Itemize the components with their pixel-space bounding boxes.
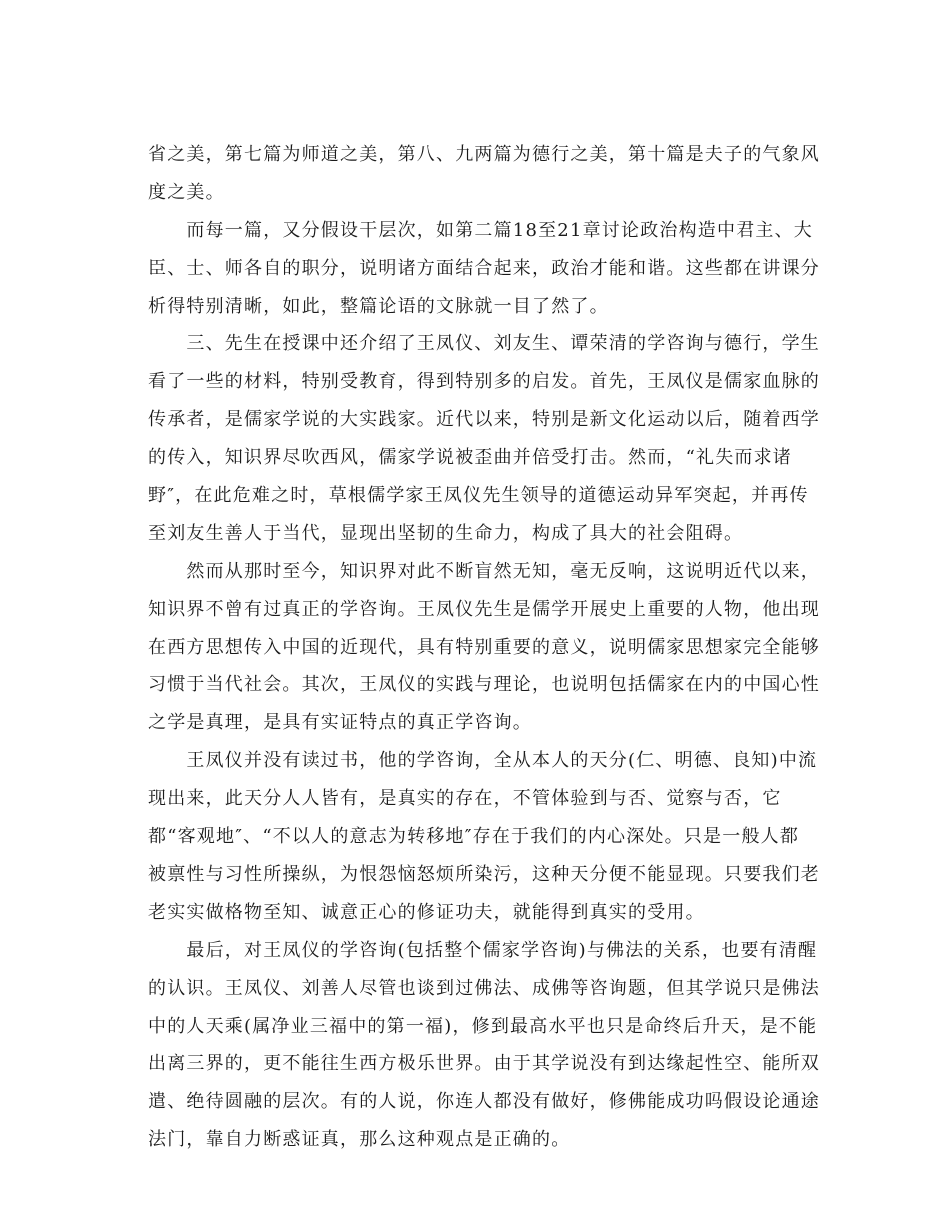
text-line: 中的人天乘(属净业三福中的第一福)，修到最高水平也只是命终后升天，是不能	[148, 1016, 818, 1037]
text-line: 度之美。	[148, 182, 225, 203]
text-line: 之学是真理，是具有实证特点的真正学咨询。	[148, 712, 532, 733]
text-line: 析得特别清晰，如此，整篇论语的文脉就一目了然了。	[148, 296, 609, 317]
text-line: 都“客观地″、“不以人的意志为转移地″存在于我们的内心深处。只是一般人都	[148, 826, 800, 847]
text-line: 老实实做格物至知、诚意正心的修证功夫，就能得到真实的受用。	[148, 902, 705, 923]
text-line: 习惯于当代社会。其次，王凤仪的实践与理论，也说明包括儒家在内的中国心性	[148, 674, 820, 695]
text-line: 看了一些的材料，特别受教育，得到特别多的启发。首先，王凤仪是儒家血脉的	[148, 371, 820, 392]
text-line: 省之美，第七篇为师道之美，第八、九两篇为德行之美，第十篇是夫子的气象风	[148, 144, 820, 165]
text-line: 而每一篇，又分假设干层次，如第二篇18至21章讨论政治构造中君主、大	[148, 220, 814, 241]
text-line: 的传入，知识界尽吹西风，儒家学说被歪曲并倍受打击。然而，“礼失而求诸	[148, 447, 792, 468]
text-line: 王凤仪并没有读过书，他的学咨询，全从本人的天分(仁、明德、良知)中流	[148, 750, 818, 771]
text-line: 的认识。王凤仪、刘善人尽管也谈到过佛法、成佛等咨询题，但其学说只是佛法	[148, 978, 820, 999]
text-line: 野″，在此危难之时，草根儒学家王凤仪先生领导的道德运动异军突起，并再传	[148, 485, 809, 506]
text-line: 至刘友生善人于当代，显现出坚韧的生命力，构成了具大的社会阻碍。	[148, 523, 744, 544]
text-line: 传承者，是儒家学说的大实践家。近代以来，特别是新文化运动以后，随着西学	[148, 409, 820, 430]
text-line: 被禀性与习性所操纵，为恨怨恼怒烦所染污，这种天分便不能显现。只要我们老	[148, 864, 820, 885]
text-line: 最后，对王凤仪的学咨询(包括整个儒家学咨询)与佛法的关系，也要有清醒	[148, 940, 818, 961]
text-line: 在西方思想传入中国的近现代，具有特别重要的意义，说明儒家思想家完全能够	[148, 637, 820, 658]
text-line: 三、先生在授课中还介绍了王凤仪、刘友生、谭荣清的学咨询与德行，学生	[148, 333, 820, 354]
text-line: 法门，靠自力断惑证真，那么这种观点是正确的。	[148, 1129, 571, 1150]
text-line: 然而从那时至今，知识界对此不断盲然无知，毫无反响，这说明近代以来，	[148, 561, 820, 582]
text-line: 遣、绝待圆融的层次。有的人说，你连人都没有做好，修佛能成功吗假设论通途	[148, 1091, 820, 1112]
text-line: 臣、士、师各自的职分，说明诸方面结合起来，政治才能和谐。这些都在讲课分	[148, 258, 820, 279]
text-line: 知识界不曾有过真正的学咨询。王凤仪先生是儒学开展史上重要的人物，他出现	[148, 599, 820, 620]
text-line: 现出来，此天分人人皆有，是真实的存在，不管体验到与否、觉察与否，它	[148, 788, 782, 809]
text-line: 出离三界的，更不能往生西方极乐世界。由于其学说没有到达缘起性空、能所双	[148, 1053, 820, 1074]
